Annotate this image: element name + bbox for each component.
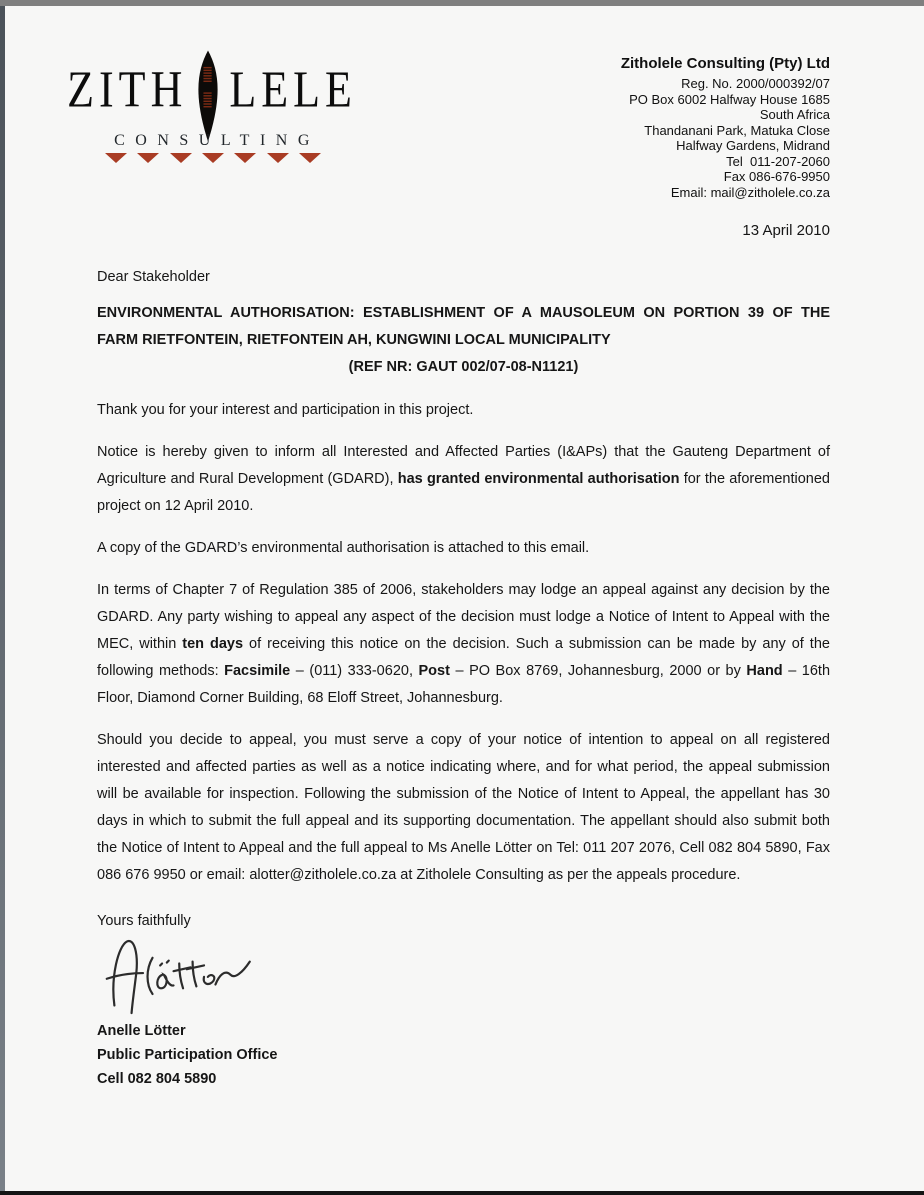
subject-reference: (REF NR: GAUT 002/07-08-N1121) <box>348 359 579 375</box>
letter-paragraph: A copy of the GDARD’s environmental authorisation is attached to this email. <box>97 540 590 556</box>
zitholele-logo <box>67 60 357 163</box>
logo-triangle-row <box>97 150 327 163</box>
shield-icon <box>188 48 228 144</box>
letter-paragraph: In terms of Chapter 7 of Regulation 385 of 2006, stakeholders may lodge an appeal against any decision by the GDARD. Any party wishing to appeal any aspect of the decision must lodge a Notice of Intent to Appeal with the MEC, within ten days of receiving this notice on the decision. Such a submission can be made by any of the following methods: Facsimile – (011) 333-0620, Post – PO Box 8769, Johannesburg, 2000 or by Hand – 16th Floor, Diamond Corner Building, 68 Eloff Street, Johannesburg. <box>97 582 831 706</box>
signature-block <box>97 1019 830 1091</box>
triangle-icon <box>105 153 127 163</box>
triangle-icon <box>170 153 192 163</box>
page-bottom-edge <box>0 1191 924 1195</box>
address-line: PO Box 6002 Halfway House 1685 <box>629 91 830 107</box>
letter-body <box>97 397 830 889</box>
address-line: Email: mail@zitholele.co.za <box>670 184 830 200</box>
subject-title: ENVIRONMENTAL AUTHORISATION: ESTABLISHMENT OF A MAUSOLEUM ON PORTION 39 OF THE FARM RIETFONTEIN, RIETFONTEIN AH, KUNGWINI LOCAL MUNICIPALITY <box>97 305 830 348</box>
letter-paragraph: Should you decide to appeal, you must serve a copy of your notice of intention to appeal on all registered interested and affected parties as well as a notice indicating where, and for what period, the appeal submission will be available for inspection. Following the submission of the Notice of Intent to Appeal, the appellant has 30 days in which to submit the full appeal and its supporting documentation. The appellant should also submit both the Notice of Intent to Appeal and the full appeal to Ms Anelle Lötter on Tel: 011 207 2076, Cell 082 804 5890, Fax 086 676 9950 or email: alotter@zitholele.co.za at Zitholele Consulting as per the appeals procedure. <box>97 732 830 883</box>
address-line: South Africa <box>759 107 830 122</box>
letterhead <box>67 54 830 200</box>
company-address <box>621 76 830 200</box>
signatory-name: Anelle Lötter <box>97 1023 186 1039</box>
signatory-cell: Cell 082 804 5890 <box>97 1071 217 1087</box>
signatory-title: Public Participation Office <box>97 1047 278 1063</box>
logo-wordmark <box>67 60 357 119</box>
triangle-icon <box>137 153 159 163</box>
address-line: Fax 086-676-9950 <box>723 169 830 184</box>
handwritten-signature <box>99 933 269 1015</box>
triangle-icon <box>202 153 224 163</box>
letter-paragraph: Thank you for your interest and participation in this project. <box>97 402 474 418</box>
company-name: Zitholele Consulting (Pty) Ltd <box>620 55 830 72</box>
triangle-icon <box>234 153 256 163</box>
logo-subtitle: CONSULTING <box>114 132 320 149</box>
triangle-icon <box>299 153 321 163</box>
salutation: Dear Stakeholder <box>97 269 210 285</box>
letter-date: 13 April 2010 <box>742 222 830 239</box>
address-line: Halfway Gardens, Midrand <box>676 138 830 153</box>
closing-phrase: Yours faithfully <box>97 913 191 929</box>
subject-heading <box>97 300 830 381</box>
address-line: Reg. No. 2000/000392/07 <box>681 76 830 91</box>
logo-text-right: LELE <box>229 60 357 119</box>
logo-text-left: ZITH <box>67 60 188 119</box>
letter-paragraph: Notice is hereby given to inform all Interested and Affected Parties (I&APs) that the Gauteng Department of Agriculture and Rural Development (GDARD), has granted environmental authorisation for the aforementioned project on 12 April 2010. <box>97 444 830 514</box>
address-line: Tel 011-207-2060 <box>726 153 830 169</box>
company-contact-block <box>621 54 830 200</box>
address-line: Thandanani Park, Matuka Close <box>644 122 830 138</box>
triangle-icon <box>267 153 289 163</box>
